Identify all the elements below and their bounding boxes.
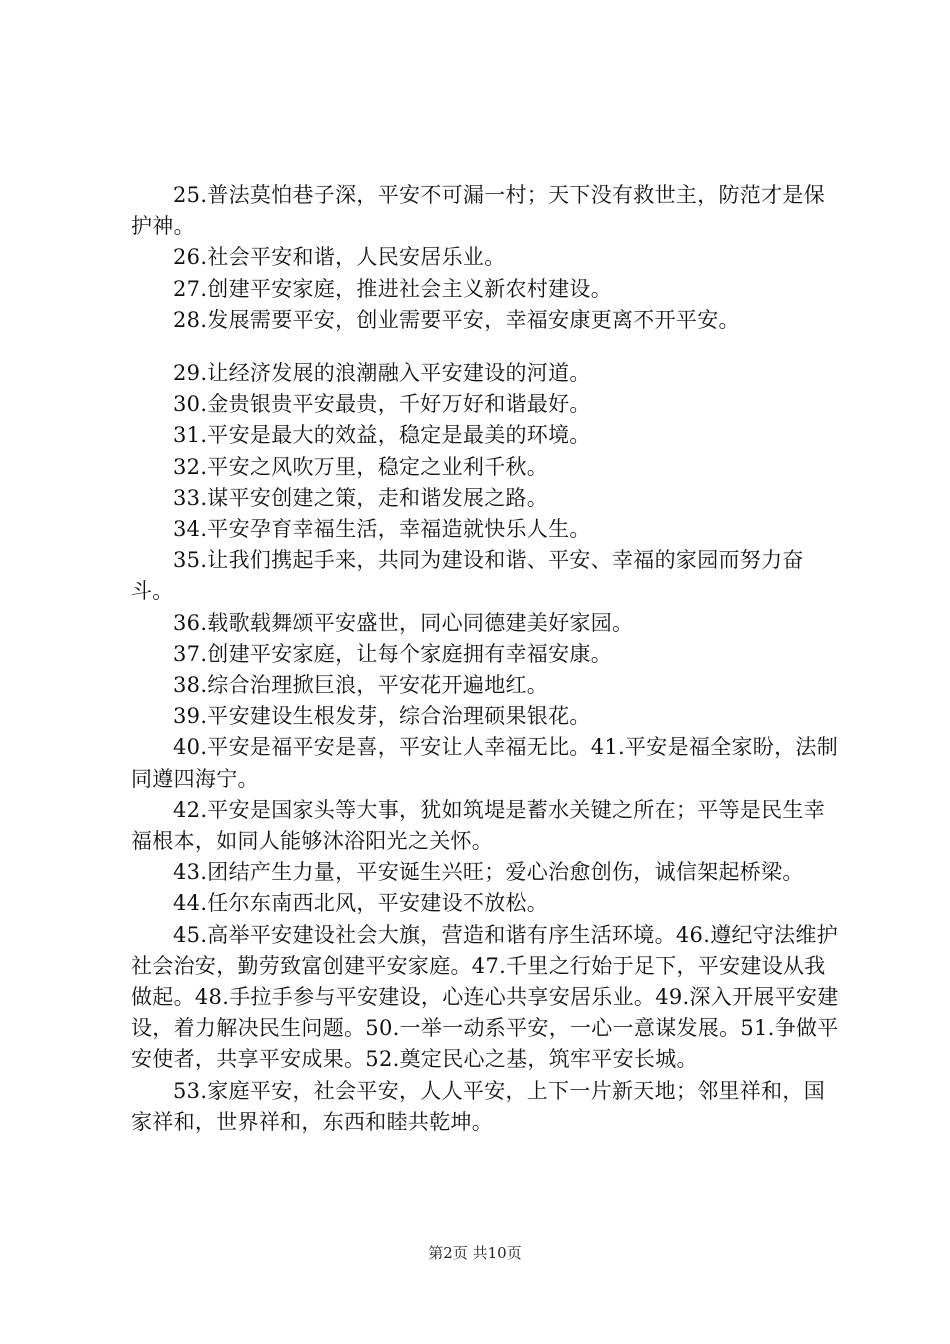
paragraph-34: 34.平安孕育幸福生活，幸福造就快乐人生。 (173, 517, 591, 542)
paragraph-27: 27.创建平安家庭，推进社会主义新农村建设。 (173, 276, 612, 301)
page-number-label: 第2页 共10页 (428, 1244, 522, 1262)
paragraph-37: 37.创建平安家庭，让每个家庭拥有幸福安康。 (173, 641, 612, 666)
paragraph-36: 36.载歌载舞颂平安盛世，同心同德建美好家园。 (173, 610, 634, 635)
paragraph-gap (131, 336, 841, 358)
paragraph-31: 31.平安是最大的效益，稳定是最美的环境。 (173, 423, 591, 448)
paragraph-39: 39.平安建设生根发芽，综合治理硕果银花。 (173, 704, 591, 729)
document-body (131, 180, 841, 1138)
paragraph-30: 30.金贵银贵平安最贵，千好万好和谐最好。 (173, 392, 591, 417)
paragraph-44: 44.任尔东南西北风，平安建设不放松。 (173, 891, 549, 916)
paragraph-43: 43.团结产生力量，平安诞生兴旺；爱心治愈创伤，诚信架起桥梁。 (173, 860, 804, 885)
page-footer (0, 1243, 950, 1263)
paragraph-45-52: 45.高举平安建设社会大旗，营造和谐有序生活环境。46.遵纪守法维护社会治安，勤劳致富创建平安家庭。47.千里之行始于足下，平安建设从我做起。48.手拉手参与平安建设，心连心共享安居乐业。49.深入开展平安建设，着力解决民生问题。50.一举一动系平安，一心一意谋发展。51.争做平安使者，共享平安成果。52.奠定民心之基，筑牢平安长城。 (131, 922, 839, 1072)
paragraph-28: 28.发展需要平安，创业需要平安，幸福安康更离不开平安。 (173, 307, 740, 332)
paragraph-38: 38.综合治理掀巨浪，平安花开遍地红。 (173, 673, 549, 698)
paragraph-25: 25.普法莫怕巷子深，平安不可漏一村；天下没有救世主，防范才是保护神。 (131, 183, 825, 239)
paragraph-40-41: 40.平安是福平安是喜，平安让人幸福无比。41.平安是福全家盼，法制同遵四海宁。 (131, 735, 838, 791)
paragraph-26: 26.社会平安和谐，人民安居乐业。 (173, 245, 506, 270)
paragraph-35: 35.让我们携起手来，共同为建设和谐、平安、幸福的家园而努力奋斗。 (131, 548, 804, 604)
paragraph-32: 32.平安之风吹万里，稳定之业利千秋。 (173, 454, 549, 479)
paragraph-33: 33.谋平安创建之策，走和谐发展之路。 (173, 485, 549, 510)
paragraph-53: 53.家庭平安，社会平安，人人平安，上下一片新天地；邻里祥和，国家祥和，世界祥和，东西和睦共乾坤。 (131, 1078, 825, 1134)
paragraph-29: 29.让经济发展的浪潮融入平安建设的河道。 (173, 361, 591, 386)
paragraph-42: 42.平安是国家头等大事，犹如筑堤是蓄水关键之所在；平等是民生幸福根本，如同人能够沐浴阳光之关怀。 (131, 797, 825, 854)
